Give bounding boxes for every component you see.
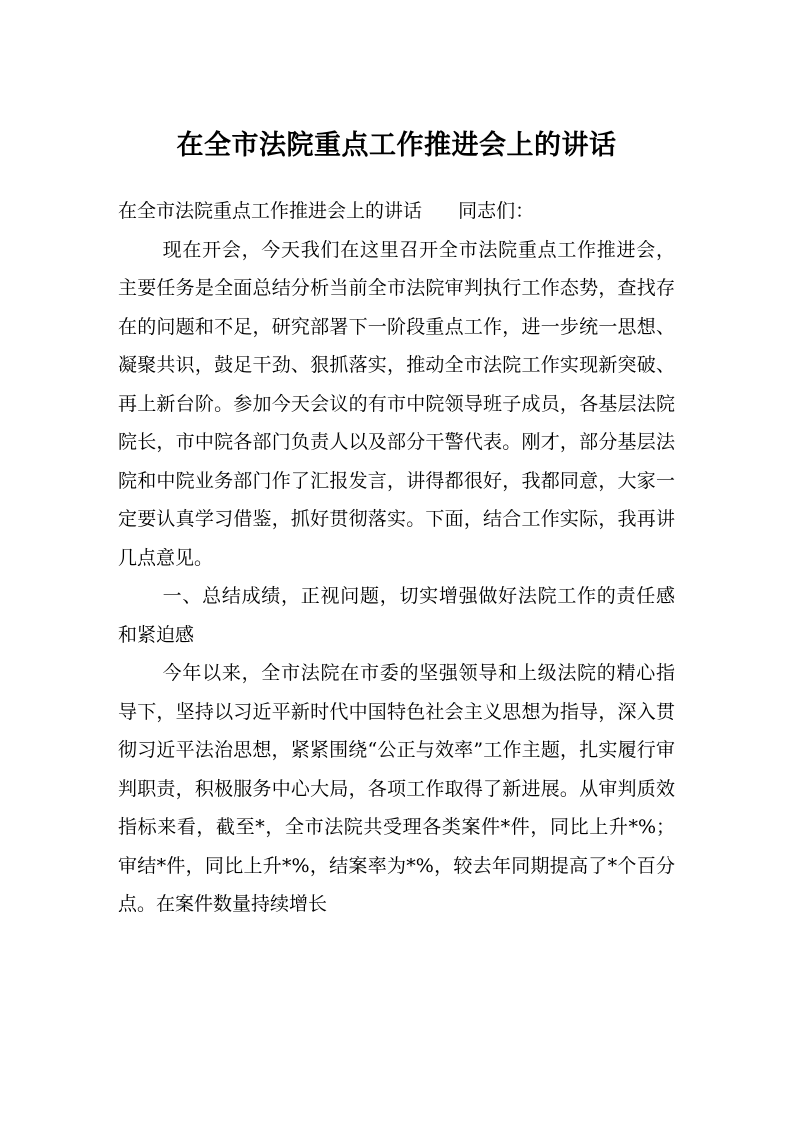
- paragraph-achievements: 今年以来，全市法院在市委的坚强领导和上级法院的精心指导下，坚持以习近平新时代中国特色社会主义思想为指导，深入贯彻习近平法治思想，紧紧围绕“公正与效率”工作主题，扎实履行审判职责，积极服务中心大局，各项工作取得了新进展。从审判质效指标来看，截至*，全市法院共受理各类案件*件，同比上升*%；审结*件，同比上升*%，结案率为*%，较去年同期提高了*个百分点。在案件数量持续增长: [118, 662, 675, 915]
- paragraph-opening: 现在开会，今天我们在这里召开全市法院重点工作推进会，主要任务是全面总结分析当前全市法院审判执行工作态势，查找存在的问题和不足，研究部署下一阶段重点工作，进一步统一思想、凝聚共识，鼓足干劲、狠抓落实，推动全市法院工作实现新突破、再上新台阶。参加今天会议的有市中院领导班子成员，各基层法院院长，市中院各部门负责人以及部分干警代表。刚才，部分基层法院和中院业务部门作了汇报发言，讲得都很好，我都同意，大家一定要认真学习借鉴，抓好贯彻落实。下面，结合工作实际，我再讲几点意见。: [118, 238, 675, 569]
- document-body: [118, 192, 675, 924]
- opening-line: [118, 192, 675, 231]
- opening-heading: 在全市法院重点工作推进会上的讲话: [118, 200, 423, 222]
- salutation: 同志们：: [458, 200, 535, 222]
- section-heading-one: 一、总结成绩，正视问题，切实增强做好法院工作的责任感和紧迫感: [118, 585, 675, 646]
- document-title: 在全市法院重点工作推进会上的讲话: [176, 130, 617, 161]
